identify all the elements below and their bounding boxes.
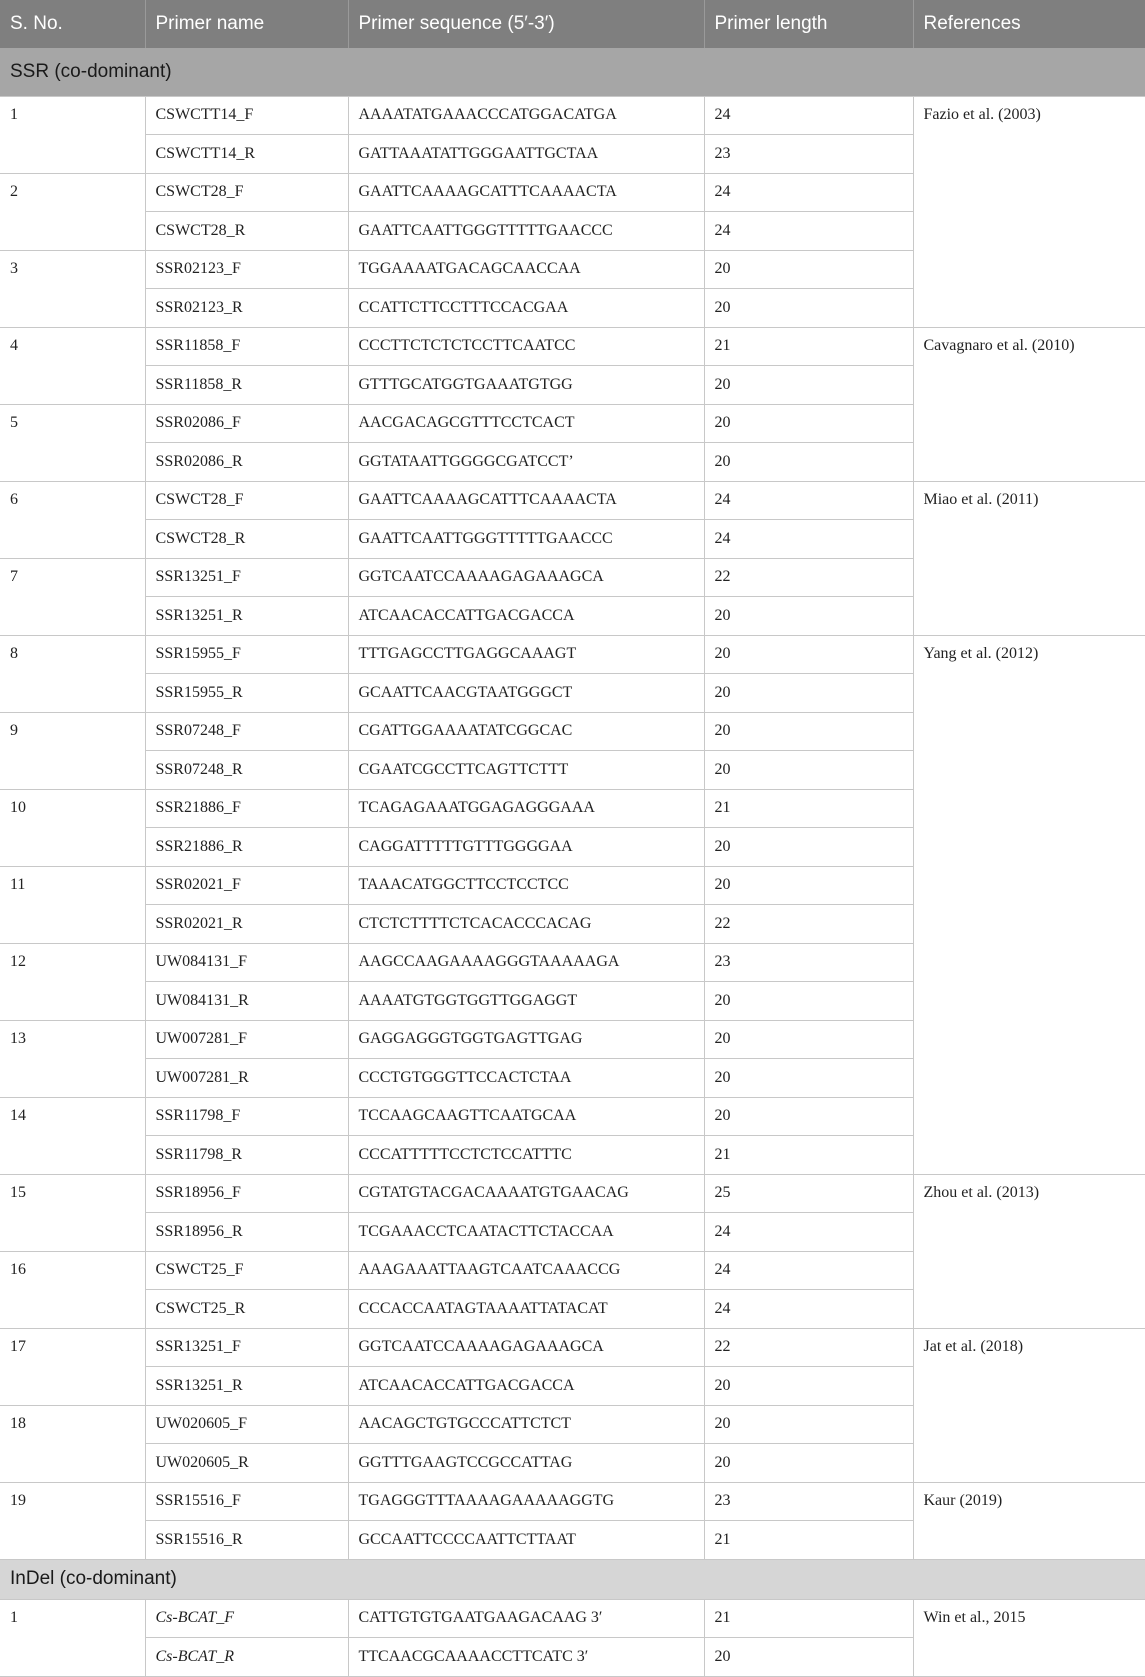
primer-length-cell: 20 bbox=[704, 289, 913, 328]
serial-number-cell: 1 bbox=[0, 96, 145, 173]
primer-length-cell: 20 bbox=[704, 1444, 913, 1483]
primer-length-cell: 24 bbox=[704, 520, 913, 559]
primer-sequence-cell: CGATTGGAAAATATCGGCAC bbox=[348, 712, 704, 751]
primer-name-cell: SSR02123_R bbox=[145, 289, 348, 328]
primer-length-cell: 21 bbox=[704, 1136, 913, 1175]
primer-name-cell: Cs-BCAT_F bbox=[145, 1599, 348, 1638]
primer-sequence-cell: TAAACATGGCTTCCTCCTCC bbox=[348, 866, 704, 905]
primer-sequence-cell: AAAGAAATTAAGTCAATCAAACCG bbox=[348, 1251, 704, 1290]
table-row bbox=[0, 635, 1145, 674]
section-header-row bbox=[0, 1559, 1145, 1599]
primer-name-cell: SSR02021_F bbox=[145, 866, 348, 905]
primer-name-cell: UW020605_R bbox=[145, 1444, 348, 1483]
header-sno: S. No. bbox=[0, 0, 145, 48]
primer-length-cell: 20 bbox=[704, 1020, 913, 1059]
primer-length-cell: 20 bbox=[704, 674, 913, 713]
primer-sequence-cell: CCATTCTTCCTTTCCACGAA bbox=[348, 289, 704, 328]
primer-name-cell: SSR02123_F bbox=[145, 250, 348, 289]
primer-length-cell: 24 bbox=[704, 96, 913, 135]
primer-length-cell: 21 bbox=[704, 327, 913, 366]
serial-number-cell: 15 bbox=[0, 1174, 145, 1251]
primer-name-cell: SSR13251_F bbox=[145, 1328, 348, 1367]
serial-number-cell: 18 bbox=[0, 1405, 145, 1482]
table-row bbox=[0, 1599, 1145, 1638]
primer-length-cell: 22 bbox=[704, 558, 913, 597]
primer-length-cell: 20 bbox=[704, 443, 913, 482]
primer-name-cell: CSWCT25_F bbox=[145, 1251, 348, 1290]
primer-sequence-cell: ATCAACACCATTGACGACCA bbox=[348, 1367, 704, 1406]
reference-cell: Win et al., 2015 bbox=[913, 1599, 1145, 1676]
primer-sequence-cell: CGAATCGCCTTCAGTTCTTT bbox=[348, 751, 704, 790]
primer-sequence-cell: TGAGGGTTTAAAAGAAAAAGGTG bbox=[348, 1482, 704, 1521]
primer-length-cell: 20 bbox=[704, 712, 913, 751]
primer-sequence-cell: AACAGCTGTGCCCATTCTCT bbox=[348, 1405, 704, 1444]
primer-sequence-cell: GGTTTGAAGTCCGCCATTAG bbox=[348, 1444, 704, 1483]
serial-number-cell: 19 bbox=[0, 1482, 145, 1559]
primer-name-cell: CSWCT28_R bbox=[145, 212, 348, 251]
primer-sequence-cell: GAATTCAAAAGCATTTCAAAACTA bbox=[348, 481, 704, 520]
reference-cell: Cavagnaro et al. (2010) bbox=[913, 327, 1145, 481]
primer-sequence-cell: TCGAAACCTCAATACTTCTACCAA bbox=[348, 1213, 704, 1252]
primer-length-cell: 20 bbox=[704, 597, 913, 636]
primer-length-cell: 22 bbox=[704, 1328, 913, 1367]
table-row bbox=[0, 1482, 1145, 1521]
primer-length-cell: 20 bbox=[704, 635, 913, 674]
primer-sequence-cell: GGTCAATCCAAAAGAGAAAGCA bbox=[348, 1328, 704, 1367]
reference-cell: Zhou et al. (2013) bbox=[913, 1174, 1145, 1328]
section-label: SSR (co-dominant) bbox=[0, 48, 1145, 96]
primer-name-cell: CSWCTT14_F bbox=[145, 96, 348, 135]
primer-sequence-cell: TCCAAGCAAGTTCAATGCAA bbox=[348, 1097, 704, 1136]
primer-length-cell: 24 bbox=[704, 1290, 913, 1329]
section-header-row bbox=[0, 48, 1145, 96]
primer-length-cell: 24 bbox=[704, 1251, 913, 1290]
primer-length-cell: 20 bbox=[704, 1405, 913, 1444]
primer-length-cell: 20 bbox=[704, 751, 913, 790]
primer-sequence-cell: CTCTCTTTTCTCACACCCACAG bbox=[348, 905, 704, 944]
serial-number-cell: 6 bbox=[0, 481, 145, 558]
primer-length-cell: 25 bbox=[704, 1174, 913, 1213]
serial-number-cell: 16 bbox=[0, 1251, 145, 1328]
serial-number-cell: 1 bbox=[0, 1599, 145, 1676]
primer-name-cell: SSR18956_R bbox=[145, 1213, 348, 1252]
primer-length-cell: 20 bbox=[704, 1059, 913, 1098]
primer-length-cell: 24 bbox=[704, 212, 913, 251]
primer-name-cell: CSWCT25_R bbox=[145, 1290, 348, 1329]
primer-name-cell: SSR21886_R bbox=[145, 828, 348, 867]
primer-name-cell: SSR15516_R bbox=[145, 1521, 348, 1560]
primer-sequence-cell: TTCAACGCAAAACCTTCATC 3′ bbox=[348, 1638, 704, 1677]
primer-sequence-cell: GTTTGCATGGTGAAATGTGG bbox=[348, 366, 704, 405]
primer-name-cell: UW084131_F bbox=[145, 943, 348, 982]
primer-sequence-cell: TCAGAGAAATGGAGAGGGAAA bbox=[348, 789, 704, 828]
primer-sequence-cell: GGTCAATCCAAAAGAGAAAGCA bbox=[348, 558, 704, 597]
primer-name-cell: SSR02021_R bbox=[145, 905, 348, 944]
primer-sequence-cell: CCCATTTTTCCTCTCCATTTC bbox=[348, 1136, 704, 1175]
primer-sequence-cell: GCCAATTCCCCAATTCTTAAT bbox=[348, 1521, 704, 1560]
header-primer-name: Primer name bbox=[145, 0, 348, 48]
primer-sequence-cell: GCAATTCAACGTAATGGGCT bbox=[348, 674, 704, 713]
primer-name-cell: SSR07248_F bbox=[145, 712, 348, 751]
header-row bbox=[0, 0, 1145, 48]
serial-number-cell: 8 bbox=[0, 635, 145, 712]
primer-length-cell: 23 bbox=[704, 1482, 913, 1521]
header-references: References bbox=[913, 0, 1145, 48]
primer-sequence-cell: TGGAAAATGACAGCAACCAA bbox=[348, 250, 704, 289]
primer-length-cell: 20 bbox=[704, 866, 913, 905]
serial-number-cell: 4 bbox=[0, 327, 145, 404]
primer-length-cell: 23 bbox=[704, 135, 913, 174]
primer-name-cell: SSR13251_R bbox=[145, 597, 348, 636]
primer-length-cell: 20 bbox=[704, 1367, 913, 1406]
primer-length-cell: 20 bbox=[704, 366, 913, 405]
table-body bbox=[0, 48, 1145, 1676]
primer-sequence-cell: AAAATATGAAACCCATGGACATGA bbox=[348, 96, 704, 135]
primer-sequence-cell: GAATTCAAAAGCATTTCAAAACTA bbox=[348, 173, 704, 212]
primer-length-cell: 20 bbox=[704, 1638, 913, 1677]
primer-sequence-cell: ATCAACACCATTGACGACCA bbox=[348, 597, 704, 636]
primer-name-cell: CSWCT28_F bbox=[145, 481, 348, 520]
serial-number-cell: 13 bbox=[0, 1020, 145, 1097]
serial-number-cell: 9 bbox=[0, 712, 145, 789]
primer-name-cell: SSR15955_R bbox=[145, 674, 348, 713]
primer-name-cell: UW084131_R bbox=[145, 982, 348, 1021]
serial-number-cell: 17 bbox=[0, 1328, 145, 1405]
primer-sequence-cell: CCCTGTGGGTTCCACTCTAA bbox=[348, 1059, 704, 1098]
primer-sequence-cell: GGTATAATTGGGGCGATCCT’ bbox=[348, 443, 704, 482]
primer-length-cell: 20 bbox=[704, 1097, 913, 1136]
reference-cell: Fazio et al. (2003) bbox=[913, 96, 1145, 327]
primer-name-cell: SSR02086_F bbox=[145, 404, 348, 443]
table-row bbox=[0, 327, 1145, 366]
primer-sequence-cell: CCCACCAATAGTAAAATTATACAT bbox=[348, 1290, 704, 1329]
primer-name-cell: SSR21886_F bbox=[145, 789, 348, 828]
reference-cell: Kaur (2019) bbox=[913, 1482, 1145, 1559]
primer-name-cell: CSWCTT14_R bbox=[145, 135, 348, 174]
table-row bbox=[0, 1328, 1145, 1367]
primer-name-cell: SSR15516_F bbox=[145, 1482, 348, 1521]
serial-number-cell: 11 bbox=[0, 866, 145, 943]
primer-name-cell: SSR02086_R bbox=[145, 443, 348, 482]
primer-length-cell: 24 bbox=[704, 1213, 913, 1252]
reference-cell: Miao et al. (2011) bbox=[913, 481, 1145, 635]
primer-sequence-cell: CATTGTGTGAATGAAGACAAG 3′ bbox=[348, 1599, 704, 1638]
serial-number-cell: 10 bbox=[0, 789, 145, 866]
primer-length-cell: 20 bbox=[704, 982, 913, 1021]
primer-length-cell: 21 bbox=[704, 789, 913, 828]
primer-length-cell: 21 bbox=[704, 1599, 913, 1638]
primer-name-cell: SSR13251_R bbox=[145, 1367, 348, 1406]
primer-sequence-cell: CAGGATTTTTGTTTGGGGAA bbox=[348, 828, 704, 867]
primer-sequence-cell: TTTGAGCCTTGAGGCAAAGT bbox=[348, 635, 704, 674]
primer-name-cell: SSR11858_R bbox=[145, 366, 348, 405]
primer-name-cell: SSR15955_F bbox=[145, 635, 348, 674]
serial-number-cell: 3 bbox=[0, 250, 145, 327]
primer-length-cell: 20 bbox=[704, 828, 913, 867]
primer-name-cell: SSR18956_F bbox=[145, 1174, 348, 1213]
primer-length-cell: 20 bbox=[704, 250, 913, 289]
primer-sequence-cell: AAGCCAAGAAAAGGGTAAAAAGA bbox=[348, 943, 704, 982]
serial-number-cell: 14 bbox=[0, 1097, 145, 1174]
primer-sequence-cell: AACGACAGCGTTTCCTCACT bbox=[348, 404, 704, 443]
primer-length-cell: 24 bbox=[704, 481, 913, 520]
primer-sequence-cell: GAATTCAATTGGGTTTTTGAACCC bbox=[348, 520, 704, 559]
serial-number-cell: 5 bbox=[0, 404, 145, 481]
reference-cell: Jat et al. (2018) bbox=[913, 1328, 1145, 1482]
primer-name-cell: CSWCT28_F bbox=[145, 173, 348, 212]
primer-name-cell: Cs-BCAT_R bbox=[145, 1638, 348, 1677]
primer-name-cell: SSR13251_F bbox=[145, 558, 348, 597]
header-primer-sequence: Primer sequence (5′-3′) bbox=[348, 0, 704, 48]
primer-sequence-cell: GAGGAGGGTGGTGAGTTGAG bbox=[348, 1020, 704, 1059]
primer-sequence-cell: AAAATGTGGTGGTTGGAGGT bbox=[348, 982, 704, 1021]
primer-sequence-cell: GAATTCAATTGGGTTTTTGAACCC bbox=[348, 212, 704, 251]
serial-number-cell: 2 bbox=[0, 173, 145, 250]
table-row bbox=[0, 1174, 1145, 1213]
table-row bbox=[0, 96, 1145, 135]
reference-cell: Yang et al. (2012) bbox=[913, 635, 1145, 1174]
primer-length-cell: 24 bbox=[704, 173, 913, 212]
primer-name-cell: UW007281_F bbox=[145, 1020, 348, 1059]
primer-sequence-cell: CCCTTCTCTCTCCTTCAATCC bbox=[348, 327, 704, 366]
primer-length-cell: 23 bbox=[704, 943, 913, 982]
primer-name-cell: SSR11798_F bbox=[145, 1097, 348, 1136]
table-row bbox=[0, 481, 1145, 520]
primer-name-cell: SSR11858_F bbox=[145, 327, 348, 366]
primer-length-cell: 20 bbox=[704, 404, 913, 443]
primer-name-cell: CSWCT28_R bbox=[145, 520, 348, 559]
primer-sequence-cell: CGTATGTACGACAAAATGTGAACAG bbox=[348, 1174, 704, 1213]
primer-name-cell: UW020605_F bbox=[145, 1405, 348, 1444]
primer-name-cell: SSR07248_R bbox=[145, 751, 348, 790]
primer-name-cell: UW007281_R bbox=[145, 1059, 348, 1098]
section-label: InDel (co-dominant) bbox=[0, 1559, 1145, 1599]
primer-length-cell: 22 bbox=[704, 905, 913, 944]
header-primer-length: Primer length bbox=[704, 0, 913, 48]
serial-number-cell: 7 bbox=[0, 558, 145, 635]
primer-name-cell: SSR11798_R bbox=[145, 1136, 348, 1175]
serial-number-cell: 12 bbox=[0, 943, 145, 1020]
primer-sequence-cell: GATTAAATATTGGGAATTGCTAA bbox=[348, 135, 704, 174]
primer-length-cell: 21 bbox=[704, 1521, 913, 1560]
